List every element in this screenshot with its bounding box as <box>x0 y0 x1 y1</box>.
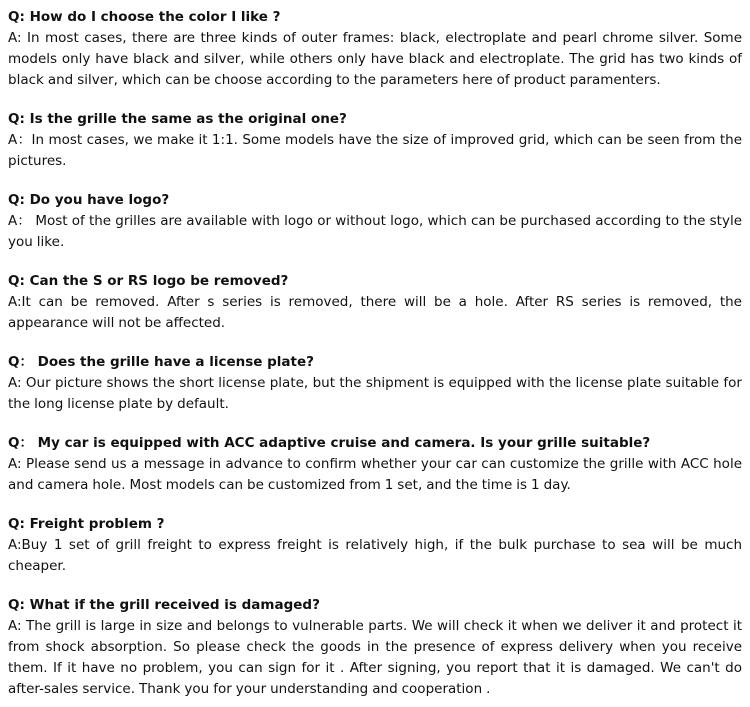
faq-question: Q： Does the grille have a license plate? <box>8 354 314 370</box>
faq-question: Q: Do you have logo? <box>8 192 170 208</box>
faq-question: Q: Is the grille the same as the original one? <box>8 111 347 127</box>
faq-question: Q: Can the S or RS logo be removed? <box>8 273 289 289</box>
faq-answer: A:It can be removed. After s series is removed, there will be a hole. After RS series is removed, the appearance will not be affected. <box>8 294 742 331</box>
faq-answer: A： Most of the grilles are available with logo or without logo, which can be purchased according to the style you like. <box>8 213 742 250</box>
faq-question: Q: What if the grill received is damaged? <box>8 597 320 613</box>
faq-answer: A: Please send us a message in advance to confirm whether your car can customize the grille with ACC hole and camera hole. Most models can be customized from 1 set, and the time is 1 day. <box>8 456 742 493</box>
faq-item-color <box>8 7 742 91</box>
faq-item-damaged <box>8 595 742 700</box>
faq-answer: A: Our picture shows the short license plate, but the shipment is equipped with the license plate suitable for the long license plate by default. <box>8 375 742 412</box>
faq-answer: A: In most cases, there are three kinds of outer frames: black, electroplate and pearl chrome silver. Some models only have black and silver, while others only have black and electroplate. The grid has two kinds of black and silver, which can be choose according to the parameters here of product paramenters. <box>8 30 742 88</box>
faq-question: Q: How do I choose the color I like ? <box>8 9 281 25</box>
faq-item-freight <box>8 514 742 577</box>
faq-answer: A：In most cases, we make it 1:1. Some models have the size of improved grid, which can be seen from the pictures. <box>8 132 742 169</box>
faq-item-original <box>8 109 742 172</box>
faq-question: Q： My car is equipped with ACC adaptive cruise and camera. Is your grille suitable? <box>8 435 651 451</box>
faq-item-logo-removal <box>8 271 742 334</box>
faq-question: Q: Freight problem ? <box>8 516 165 532</box>
faq-item-acc <box>8 433 742 496</box>
faq-item-logo <box>8 190 742 253</box>
faq-item-license-plate <box>8 352 742 415</box>
faq-answer: A:Buy 1 set of grill freight to express freight is relatively high, if the bulk purchase to sea will be much cheaper. <box>8 537 742 574</box>
faq-answer: A: The grill is large in size and belongs to vulnerable parts. We will check it when we deliver it and protect it from shock absorption. So please check the goods in the presence of express delivery when you receive them. If it have no problem, you can sign for it . After signing, you report that it is damaged. We can't do after-sales service. Thank you for your understanding and cooperation . <box>8 618 742 697</box>
